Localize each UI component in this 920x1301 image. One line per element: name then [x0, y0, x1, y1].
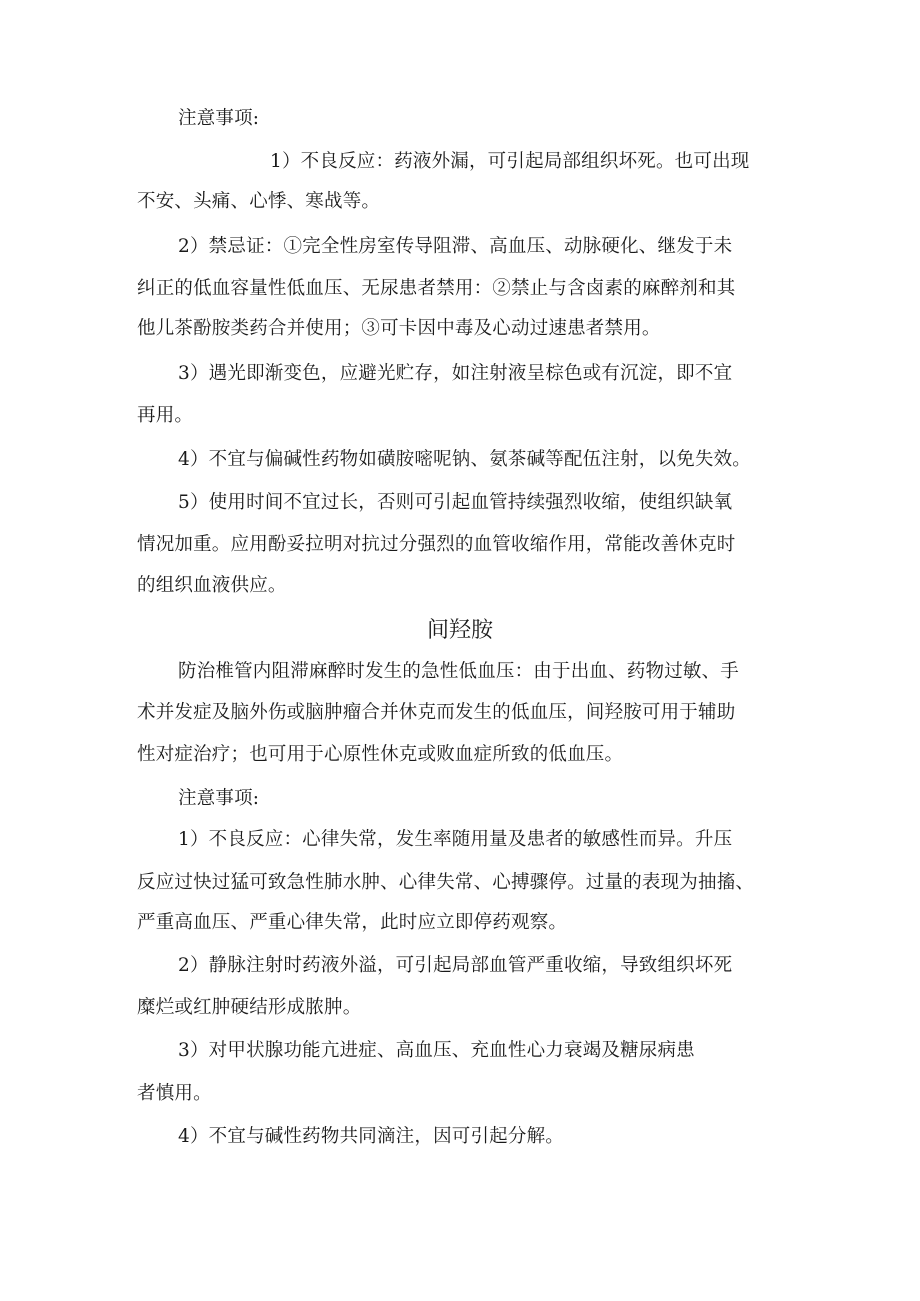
- paragraph-line: 2）静脉注射时药液外溢，可引起局部血管严重收缩，导致组织坏死: [178, 955, 733, 976]
- paragraph-line: 糜烂或红肿硬结形成脓肿。: [137, 997, 362, 1018]
- paragraph-line: 2）禁忌证：①完全性房室传导阻滞、高血压、动脉硬化、继发于未: [178, 236, 733, 257]
- paragraph-line: 1）不良反应：心律失常，发生率随用量及患者的敏感性而异。升压: [178, 829, 733, 850]
- paragraph-line: 不安、头痛、心悸、寒战等。: [137, 191, 381, 212]
- paragraph-line: 反应过快过猛可致急性肺水肿、心律失常、心搏骤停。过量的表现为抽搐、: [137, 872, 755, 893]
- section-title: 间羟胺: [426, 618, 493, 643]
- paragraph-line: 防治椎管内阻滞麻醉时发生的急性低血压：由于出血、药物过敏、手: [178, 661, 740, 682]
- paragraph-line: 严重高血压、严重心律失常，此时应立即停药观察。: [137, 912, 568, 933]
- paragraph-line: 术并发症及脑外伤或脑肿瘤合并休克而发生的低血压，间羟胺可用于辅助: [137, 702, 736, 723]
- paragraph-line: 情况加重。应用酚妥拉明对抗过分强烈的血管收缩作用，常能改善休克时: [137, 534, 736, 555]
- paragraph-line: 4）不宜与偏碱性药物如磺胺嘧呢钠、氨茶碱等配伍注射，以免失效。: [178, 449, 751, 470]
- paragraph-line: 3）对甲状腺功能亢进症、高血压、充血性心力衰竭及糖尿病患: [178, 1040, 695, 1061]
- paragraph-line: 4）不宜与碱性药物共同滴注，因可引起分解。: [178, 1126, 564, 1147]
- paragraph-line: 者慎用。: [137, 1083, 212, 1104]
- notes-heading: 注意事项:: [178, 108, 260, 129]
- paragraph-line: 他儿茶酚胺类药合并使用；③可卡因中毒及心动过速患者禁用。: [137, 318, 661, 339]
- paragraph-line: 3）遇光即渐变色，应避光贮存，如注射液呈棕色或有沉淀，即不宜: [178, 363, 733, 384]
- paragraph-line: 5）使用时间不宜过长，否则可引起血管持续强烈收缩，使组织缺氧: [178, 492, 733, 513]
- paragraph-line: 再用。: [137, 405, 194, 426]
- notes-heading: 注意事项:: [178, 788, 260, 809]
- paragraph-line: 性对症治疗；也可用于心原性休克或败血症所致的低血压。: [137, 744, 624, 765]
- paragraph-line: 1）不良反应：药液外漏，可引起局部组织坏死。也可出现: [270, 151, 750, 172]
- paragraph-line: 纠正的低血容量性低血压、无尿患者禁用：②禁止与含卤素的麻醉剂和其: [137, 278, 736, 299]
- paragraph-line: 的组织血液供应。: [137, 575, 287, 596]
